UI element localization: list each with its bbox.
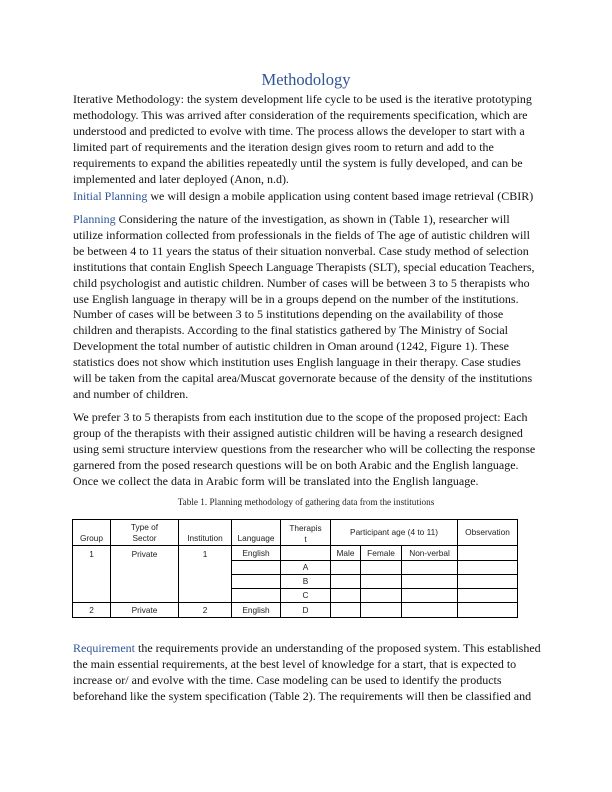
cell-observation [458,575,518,589]
text-line: garnered from the posed research questions will be on both Arabic and the English language. [73,457,519,472]
text-line: Number of cases will be between 3 to 5 institutions depending on the availability of those [73,307,504,322]
table-row [73,546,518,561]
paragraph-requirement [73,641,543,705]
cell-therapist: B [281,575,331,589]
cell-male [331,589,361,603]
text-line [73,189,543,205]
text-line: Iterative Methodology: the system development life cycle to be used is the iterative prototyping [73,92,532,106]
cell-institution: 2 [179,603,232,618]
text-line: beforehand like the system specification (Table 2). The requirements will then be classified and [73,688,532,703]
text-line: We prefer 3 to 5 therapists from each institution due to the scope of the proposed project: Each [73,410,528,424]
header-text: Sector [132,532,157,543]
text-run: Considering the nature of the investigation, as shown in (Table 1), researcher will [115,212,510,226]
cell-male [331,575,361,589]
header-language: Language [232,520,281,546]
cell-female [361,561,402,575]
cell-therapist: D [281,603,331,618]
cell-female [361,603,402,618]
section-heading-requirement: Requirement [73,641,135,655]
text-line: children and therapists. According to the final statistics gathered by The Ministry of Social [73,323,509,338]
text-line [73,641,543,657]
cell-sector: Private [111,546,179,603]
cell-therapist: C [281,589,331,603]
header-text: Therapis [289,523,322,533]
header-observation: Observation [458,520,518,546]
cell-sector: Private [111,603,179,618]
section-heading-planning: Planning [73,212,116,226]
header-text: Type of [130,521,159,532]
cell-therapist [281,546,331,561]
cell-male [331,561,361,575]
table-caption: Table 1. Planning methodology of gathering data from the institutions [177,497,435,507]
subheader-female: Female [361,546,402,561]
text-line: will be taken from the capital area/Muscat governorate because of the density of the institutions [73,371,533,386]
cell-observation [458,589,518,603]
table-row [73,603,518,618]
cell-nonverbal [402,589,458,603]
header-group: Group [73,520,111,546]
table-header-row [73,520,518,535]
text-line: statistics does not show which institution uses English language in their therapy. Case studies [73,355,521,370]
text-line: using semi structure interview questions from the researcher who will be collecting the response [73,441,536,456]
cell-female [361,589,402,603]
text-line: group of the therapists with their assigned autistic children will be having a research designed [73,425,523,440]
cell-observation [458,561,518,575]
text-line: methodology. This was arrived after consideration of the requirements specification, which are [73,107,528,122]
cell-language [232,589,281,603]
subheader-nonverbal: Non-verbal [402,546,458,561]
cell-group: 1 [73,546,111,603]
text-line: increase or/ and evolve with the time. Case modeling can be used to identify the products [73,672,502,687]
text-line: utilize information collected from professionals in the fields of The age of autistic children will [73,227,530,242]
text-line: requirements to expand the abilities repeatedly until the system is fully developed, and can be [73,155,523,170]
paragraph-prefer [73,410,543,490]
text-line [73,212,543,228]
text-line: the main essential requirements, at the best level of knowledge for a start, that is expected to [73,656,517,671]
cell-language: English [232,546,281,561]
header-participant-age: Participant age (4 to 11) [331,520,458,546]
header-institution: Institution [179,520,232,546]
paragraph-iterative [73,92,543,187]
header-sector [111,520,179,546]
cell-female [361,575,402,589]
cell-observation [458,603,518,618]
text-line: use English language in therapy will be in a groups depend on the number of the institutions. [73,291,519,306]
text-line: implemented and later deployed (Anon, n.d). [73,171,289,186]
subheader-male: Male [331,546,361,561]
cell-male [331,603,361,618]
page-title: Methodology [261,70,351,89]
text-line: Once we collect the data in Arabic form will be translated into the English language. [73,473,479,488]
cell-institution: 1 [179,546,232,603]
text-run: we will design a mobile application using content based image retrieval (CBIR) [147,189,534,203]
planning-table [72,519,518,618]
text-line: institutions that contain English Speech Language Therapists (SLT), special education Teachers, [73,259,535,274]
text-run: the requirements provide an understanding of the proposed system. This established [134,641,541,655]
text-line: and number of children. [73,386,189,401]
text-line: limited part of requirements and the iteration design gives room to return and add to the [73,139,494,154]
text-line: be between 4 to 11 years the status of their situation nonverbal. Case study method of selection [73,243,529,258]
text-line: child psychologist and autistic children. Number of cases will be between 3 to 5 therapists who [73,275,530,290]
cell-therapist: A [281,561,331,575]
text-line: Development the total number of autistic children in Oman around (1242, Figure 1). These [73,339,510,354]
cell-group: 2 [73,603,111,618]
cell-nonverbal [402,603,458,618]
cell-nonverbal [402,561,458,575]
text-line: understood and predicted to evolve with time. The process allows the developer to start with a [73,123,525,138]
paragraph-planning [73,212,543,403]
cell-observation [458,546,518,561]
cell-language [232,575,281,589]
cell-nonverbal [402,575,458,589]
header-text: t [304,534,307,544]
paragraph-initial-planning [73,189,543,205]
header-therapist [281,520,331,546]
cell-language [232,561,281,575]
section-heading-initial-planning: Initial Planning [73,189,148,203]
cell-language: English [232,603,281,618]
